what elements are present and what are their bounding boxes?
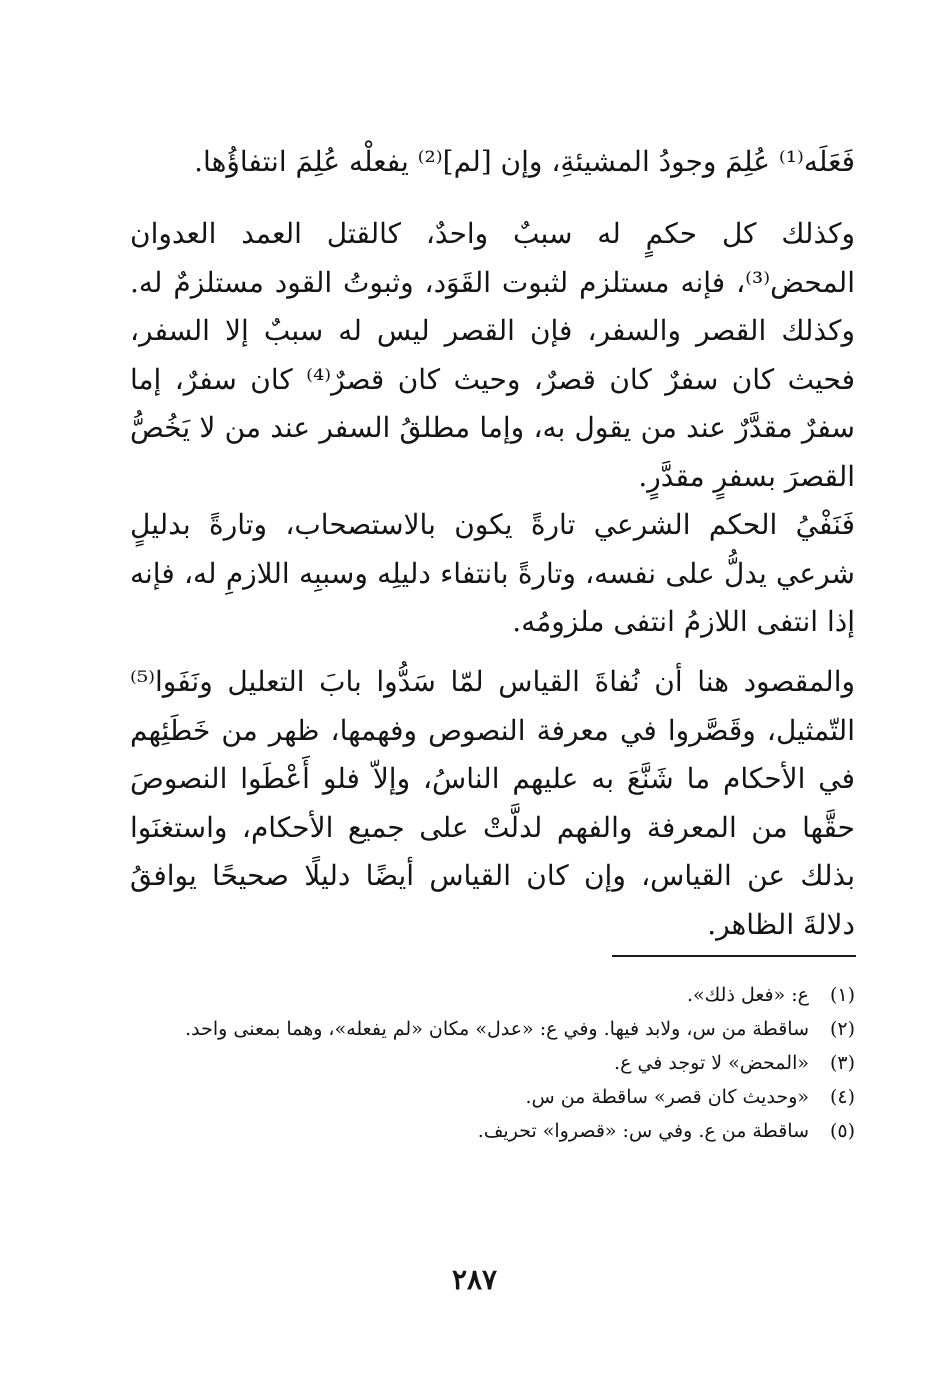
paragraph-text: فَنَفْيُ الحكم الشرعي تارةً يكون بالاستصحاب، وتارةً بدليلٍ شرعي يدلُّ على نفسه، وتارةً بانتفاء دليلِه وسببِه اللازمِ له، فإنه إذا انتفى اللازمُ انتفى ملزومُه. bbox=[130, 508, 855, 638]
footnote-text: «وحديث كان قصر» ساقطة من س. bbox=[525, 1086, 809, 1108]
footnote-number: (١) bbox=[829, 984, 855, 1006]
footnote-number: (٢) bbox=[829, 1018, 855, 1040]
footnote-text: ساقطة من س، ولابد فيها. وفي ع: «عدل» مكان «لم يفعله»، وهما بمعنى واحد. bbox=[185, 1018, 809, 1040]
page-number: ٢٨٧ bbox=[451, 1263, 498, 1296]
footnote-number: (٤) bbox=[829, 1086, 855, 1108]
paragraph-nufat-qiyas bbox=[130, 658, 855, 949]
footnote bbox=[130, 1046, 855, 1080]
footnote bbox=[130, 1012, 855, 1046]
footnote-text: ساقطة من ع. وفي س: «قصروا» تحريف. bbox=[477, 1120, 809, 1142]
paragraph-text: والمقصود هنا أن نُفاةَ القياس لمّا سَدُّوا بابَ التعليل ونَفَوا⁽⁵⁾ التّمثيل، وقَصَّروا في معرفة النصوص وفهمها، ظهر من خَطَئِهم في الأحكام ما شَنَّعَ به عليهم الناسُ، وإلاّ فلو أَعْطَوا النصوصَ حقَّها من المعرفة والفهم لدلَّتْ على جميع الأحكام، واستغنَوا بذلك عن القياس، وإن كان القياس أيضًا دليلًا صحيحًا يوافقُ دلالةَ الظاهر. bbox=[130, 665, 855, 941]
footnote-number: (٥) bbox=[829, 1120, 855, 1142]
paragraph-sabab bbox=[130, 210, 855, 501]
paragraph-nafy-hukm bbox=[130, 501, 855, 647]
paragraph-continuation bbox=[130, 138, 855, 187]
footnotes bbox=[130, 978, 855, 1148]
footnote-number: (٣) bbox=[829, 1052, 855, 1074]
footnote bbox=[130, 978, 855, 1012]
paragraph-text: فَعَلَه⁽¹⁾ عُلِمَ وجودُ المشيئةِ، وإن [لم]⁽²⁾ يفعلْه عُلِمَ انتفاؤُها. bbox=[194, 145, 855, 178]
footnote-text: «المحض» لا توجد في ع. bbox=[614, 1052, 809, 1074]
footnote bbox=[130, 1114, 855, 1148]
paragraph-text: وكذلك كل حكمٍ له سببٌ واحدٌ، كالقتل العمد العدوان المحض⁽³⁾، فإنه مستلزم لثبوت القَوَد، وثبوتُ القود مستلزمٌ له. وكذلك القصر والسفر، فإن القصر ليس له سببٌ إلا السفر، فحيث كان سفرٌ كان قصرٌ، وحيث كان قصرٌ⁽⁴⁾ كان سفرٌ، إما سفرٌ مقدَّرٌ عند من يقول به، وإما مطلقُ السفر عند من لا يَخُصُّ القصرَ بسفرٍ مقدَّرٍ. bbox=[130, 217, 856, 493]
footnote bbox=[130, 1080, 855, 1114]
footnote-text: ع: «فعل ذلك». bbox=[686, 984, 809, 1006]
footnote-separator bbox=[612, 955, 856, 957]
